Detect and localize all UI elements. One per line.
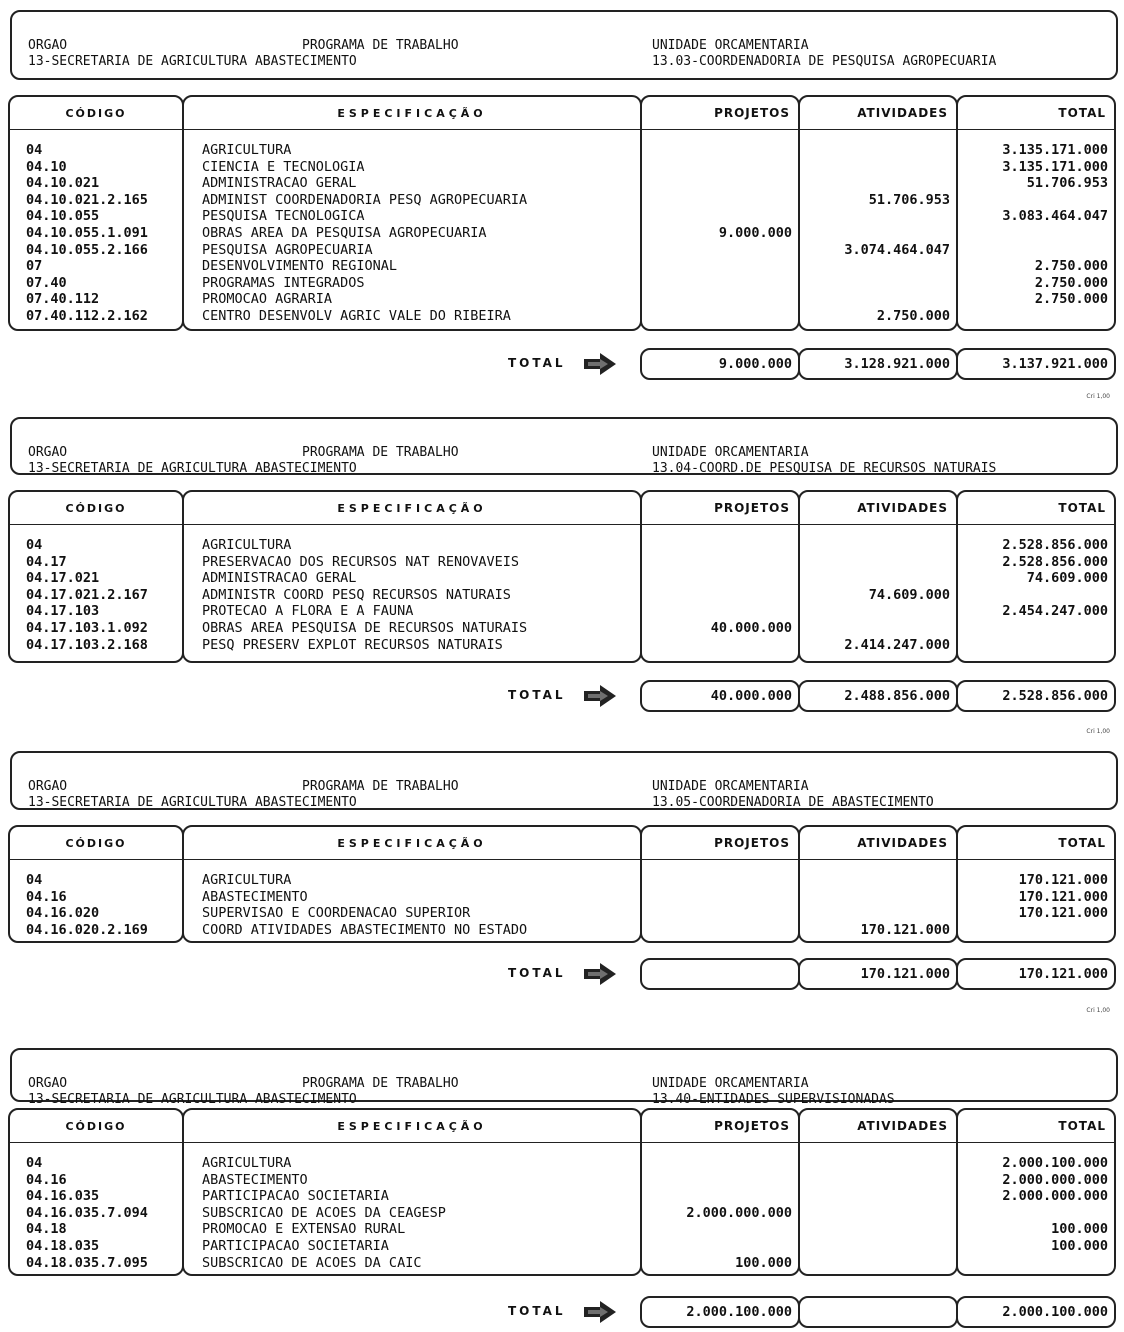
total-total: 170.121.000 bbox=[956, 958, 1116, 990]
table-cell-especificacao: AGRICULTURA bbox=[202, 1155, 292, 1171]
table-cell-codigo: 04 bbox=[26, 872, 43, 888]
total-projetos bbox=[640, 958, 800, 990]
arrow-right-icon bbox=[582, 962, 618, 986]
table-cell-especificacao: AGRICULTURA bbox=[202, 537, 292, 553]
column-especificacao bbox=[182, 490, 642, 663]
table-cell-atividades bbox=[800, 1221, 950, 1238]
table-cell-atividades bbox=[800, 1205, 950, 1222]
unidade-label: UNIDADE ORCAMENTARIA bbox=[652, 1076, 809, 1091]
table-cell-especificacao: SUBSCRICAO DE ACOES DA CAIC bbox=[202, 1254, 422, 1271]
column-header-atividades: ATIVIDADES bbox=[800, 827, 956, 860]
unidade-value: 13.04-COORD.DE PESQUISA DE RECURSOS NATURAIS bbox=[652, 461, 997, 476]
table-cell-atividades: 51.706.953 bbox=[868, 191, 950, 208]
programa-label: PROGRAMA DE TRABALHO bbox=[302, 1076, 459, 1091]
table-cell-especificacao: PESQUISA AGROPECUARIA bbox=[202, 241, 373, 258]
table-cell-especificacao: PROMOCAO E EXTENSAO RURAL bbox=[202, 1221, 406, 1238]
table-cell-codigo: 04 bbox=[26, 142, 43, 158]
table-cell-total: 100.000 bbox=[1051, 1221, 1108, 1238]
table-cell-total: 100.000 bbox=[1051, 1237, 1108, 1254]
column-total bbox=[956, 825, 1116, 943]
table-cell-atividades bbox=[800, 291, 950, 308]
table-cell-total: 51.706.953 bbox=[1026, 175, 1108, 192]
table-cell-total bbox=[958, 192, 1108, 209]
table-cell-codigo: 04.10.021.2.165 bbox=[26, 191, 148, 208]
table-cell-atividades bbox=[800, 275, 950, 292]
table-cell-especificacao: PARTICIPACAO SOCIETARIA bbox=[202, 1188, 389, 1205]
table-cell-especificacao: ADMINISTRACAO GERAL bbox=[202, 570, 357, 587]
column-atividades bbox=[798, 1108, 958, 1276]
budget-table bbox=[8, 95, 1116, 331]
arrow-right-icon bbox=[582, 352, 618, 376]
table-cell-projetos bbox=[642, 192, 792, 209]
unidade-label: UNIDADE ORCAMENTARIA bbox=[652, 779, 809, 794]
column-body-atividades bbox=[800, 1143, 956, 1271]
column-especificacao bbox=[182, 95, 642, 331]
table-cell-especificacao: AGRICULTURA bbox=[202, 142, 292, 158]
table-cell-codigo: 04.16.020 bbox=[26, 905, 100, 922]
table-cell-codigo: 07.40.112.2.162 bbox=[26, 307, 148, 324]
table-cell-atividades: 2.414.247.000 bbox=[844, 636, 950, 653]
table-cell-projetos bbox=[642, 308, 792, 325]
arrow-right-icon bbox=[582, 1300, 618, 1324]
table-cell-atividades bbox=[800, 225, 950, 242]
column-projetos bbox=[640, 825, 800, 943]
column-header-total: TOTAL bbox=[958, 827, 1114, 860]
table-cell-atividades bbox=[800, 1172, 950, 1189]
table-cell-especificacao: CIENCIA E TECNOLOGIA bbox=[202, 158, 365, 175]
total-label: TOTAL bbox=[508, 688, 566, 702]
column-body-codigo bbox=[10, 1143, 182, 1271]
table-cell-atividades bbox=[800, 537, 950, 554]
total-projetos: 40.000.000 bbox=[640, 680, 800, 712]
column-body-total bbox=[958, 860, 1114, 938]
table-cell-codigo: 04.10.055 bbox=[26, 208, 100, 225]
table-cell-atividades bbox=[800, 554, 950, 571]
column-header-projetos: PROJETOS bbox=[642, 492, 798, 525]
table-cell-projetos: 9.000.000 bbox=[718, 224, 792, 241]
unidade-value: 13.03-COORDENADORIA DE PESQUISA AGROPECUARIA bbox=[652, 54, 997, 69]
page-code: Cri 1,00 bbox=[1086, 1007, 1110, 1014]
orgao-label: ORGAO bbox=[28, 38, 68, 53]
total-row bbox=[8, 1296, 1116, 1328]
table-cell-total bbox=[958, 308, 1108, 325]
table-cell-atividades bbox=[800, 872, 950, 889]
table-cell-codigo: 04.18.035.7.095 bbox=[26, 1254, 148, 1271]
table-cell-total bbox=[958, 620, 1108, 637]
table-cell-codigo: 04.16.035.7.094 bbox=[26, 1204, 148, 1221]
total-total: 2.000.100.000 bbox=[956, 1296, 1116, 1328]
budget-table bbox=[8, 490, 1116, 663]
column-body-especificacao bbox=[184, 1143, 640, 1271]
table-cell-total: 3.135.171.000 bbox=[1002, 158, 1108, 175]
table-cell-codigo: 07.40 bbox=[26, 274, 67, 291]
column-header-total: TOTAL bbox=[958, 1110, 1114, 1143]
table-cell-atividades bbox=[800, 1188, 950, 1205]
column-body-total bbox=[958, 130, 1114, 325]
column-header-atividades: ATIVIDADES bbox=[800, 492, 956, 525]
table-cell-atividades bbox=[800, 570, 950, 587]
column-body-atividades bbox=[800, 525, 956, 653]
table-cell-projetos bbox=[642, 1172, 792, 1189]
table-cell-atividades bbox=[800, 620, 950, 637]
table-cell-total: 74.609.000 bbox=[1026, 570, 1108, 587]
table-cell-atividades bbox=[800, 208, 950, 225]
table-cell-projetos bbox=[642, 905, 792, 922]
total-total: 2.528.856.000 bbox=[956, 680, 1116, 712]
total-projetos: 9.000.000 bbox=[640, 348, 800, 380]
table-cell-especificacao: ADMINISTR COORD PESQ RECURSOS NATURAIS bbox=[202, 586, 511, 603]
column-atividades bbox=[798, 825, 958, 943]
table-cell-total: 170.121.000 bbox=[1018, 905, 1108, 922]
column-header-projetos: PROJETOS bbox=[642, 97, 798, 130]
table-cell-codigo: 04.17 bbox=[26, 553, 67, 570]
column-body-codigo bbox=[10, 525, 182, 653]
column-projetos bbox=[640, 490, 800, 663]
table-cell-projetos bbox=[642, 291, 792, 308]
table-cell-codigo: 04.16.035 bbox=[26, 1188, 100, 1205]
column-header-codigo: CÓDIGO bbox=[10, 827, 182, 860]
table-cell-especificacao: OBRAS AREA DA PESQUISA AGROPECUARIA bbox=[202, 224, 487, 241]
column-total bbox=[956, 95, 1116, 331]
column-header-codigo: CÓDIGO bbox=[10, 492, 182, 525]
table-cell-atividades bbox=[800, 258, 950, 275]
table-cell-codigo: 04.16 bbox=[26, 888, 67, 905]
table-cell-atividades bbox=[800, 889, 950, 906]
table-cell-projetos bbox=[642, 275, 792, 292]
column-atividades bbox=[798, 490, 958, 663]
table-cell-especificacao: PROGRAMAS INTEGRADOS bbox=[202, 274, 365, 291]
table-cell-projetos bbox=[642, 554, 792, 571]
column-header-especificacao: ESPECIFICAÇÃO bbox=[184, 492, 640, 525]
column-header-projetos: PROJETOS bbox=[642, 827, 798, 860]
column-body-total bbox=[958, 525, 1114, 653]
orgao-label: ORGAO bbox=[28, 445, 68, 460]
column-body-especificacao bbox=[184, 130, 640, 325]
unidade-value: 13.40-ENTIDADES SUPERVISIONADAS bbox=[652, 1092, 895, 1107]
table-cell-projetos bbox=[642, 175, 792, 192]
column-header-atividades: ATIVIDADES bbox=[800, 1110, 956, 1143]
table-cell-codigo: 07 bbox=[26, 258, 43, 275]
table-cell-atividades bbox=[800, 142, 950, 159]
table-cell-projetos bbox=[642, 142, 792, 159]
column-header-codigo: CÓDIGO bbox=[10, 1110, 182, 1143]
total-row bbox=[8, 680, 1116, 712]
column-projetos bbox=[640, 1108, 800, 1276]
table-cell-codigo: 04.10.021 bbox=[26, 175, 100, 192]
orgao-value: 13-SECRETARIA DE AGRICULTURA ABASTECIMENTO bbox=[28, 795, 357, 810]
table-cell-codigo: 04.10.055.2.166 bbox=[26, 241, 148, 258]
column-header-total: TOTAL bbox=[958, 492, 1114, 525]
table-cell-codigo: 04.17.103.2.168 bbox=[26, 636, 148, 653]
table-cell-atividades bbox=[800, 159, 950, 176]
table-cell-codigo: 04 bbox=[26, 537, 43, 553]
column-body-especificacao bbox=[184, 525, 640, 653]
column-body-atividades bbox=[800, 860, 956, 938]
table-cell-total: 2.454.247.000 bbox=[1002, 603, 1108, 620]
column-body-especificacao bbox=[184, 860, 640, 938]
table-cell-total: 170.121.000 bbox=[1018, 888, 1108, 905]
table-cell-projetos bbox=[642, 1221, 792, 1238]
table-cell-total: 170.121.000 bbox=[1018, 872, 1108, 888]
column-especificacao bbox=[182, 825, 642, 943]
table-cell-atividades: 170.121.000 bbox=[860, 921, 950, 938]
total-atividades: 170.121.000 bbox=[798, 958, 958, 990]
table-cell-projetos bbox=[642, 603, 792, 620]
table-cell-codigo: 04.18 bbox=[26, 1221, 67, 1238]
table-cell-projetos: 40.000.000 bbox=[710, 619, 792, 636]
table-cell-projetos bbox=[642, 537, 792, 554]
table-cell-codigo: 04.17.103.1.092 bbox=[26, 619, 148, 636]
table-cell-total bbox=[958, 637, 1108, 654]
section-header bbox=[10, 417, 1118, 475]
total-label: TOTAL bbox=[508, 1304, 566, 1318]
table-cell-atividades bbox=[800, 905, 950, 922]
table-cell-codigo: 04.10 bbox=[26, 158, 67, 175]
unidade-label: UNIDADE ORCAMENTARIA bbox=[652, 38, 809, 53]
table-cell-codigo: 04.16 bbox=[26, 1171, 67, 1188]
table-cell-total: 2.750.000 bbox=[1034, 258, 1108, 275]
table-cell-codigo: 04.10.055.1.091 bbox=[26, 224, 148, 241]
column-body-projetos bbox=[642, 130, 798, 325]
table-cell-especificacao: CENTRO DESENVOLV AGRIC VALE DO RIBEIRA bbox=[202, 307, 511, 324]
total-atividades: 3.128.921.000 bbox=[798, 348, 958, 380]
page-code: Cri 1,00 bbox=[1086, 393, 1110, 400]
table-cell-especificacao: ADMINISTRACAO GERAL bbox=[202, 175, 357, 192]
section-header bbox=[10, 1048, 1118, 1107]
table-cell-especificacao: PROTECAO A FLORA E A FAUNA bbox=[202, 603, 414, 620]
table-cell-especificacao: AGRICULTURA bbox=[202, 872, 292, 888]
table-cell-codigo: 04 bbox=[26, 1155, 43, 1171]
total-label: TOTAL bbox=[508, 356, 566, 370]
table-cell-projetos bbox=[642, 570, 792, 587]
table-cell-atividades: 3.074.464.047 bbox=[844, 241, 950, 258]
column-body-projetos bbox=[642, 1143, 798, 1271]
table-cell-atividades bbox=[800, 603, 950, 620]
column-atividades bbox=[798, 95, 958, 331]
orgao-value: 13-SECRETARIA DE AGRICULTURA ABASTECIMENTO bbox=[28, 461, 357, 476]
table-cell-projetos: 100.000 bbox=[735, 1254, 792, 1271]
section-header bbox=[10, 751, 1118, 810]
table-cell-total bbox=[958, 587, 1108, 604]
total-atividades: 2.488.856.000 bbox=[798, 680, 958, 712]
table-cell-especificacao: PROMOCAO AGRARIA bbox=[202, 291, 333, 308]
total-row bbox=[8, 348, 1116, 380]
table-cell-especificacao: PRESERVACAO DOS RECURSOS NAT RENOVAVEIS bbox=[202, 553, 519, 570]
total-row bbox=[8, 958, 1116, 990]
table-cell-especificacao: COORD ATIVIDADES ABASTECIMENTO NO ESTADO bbox=[202, 921, 528, 938]
programa-label: PROGRAMA DE TRABALHO bbox=[302, 779, 459, 794]
column-header-especificacao: ESPECIFICAÇÃO bbox=[184, 827, 640, 860]
column-total bbox=[956, 1108, 1116, 1276]
arrow-right-icon bbox=[582, 684, 618, 708]
column-especificacao bbox=[182, 1108, 642, 1276]
table-cell-projetos bbox=[642, 637, 792, 654]
table-cell-projetos: 2.000.000.000 bbox=[686, 1204, 792, 1221]
table-cell-total: 2.750.000 bbox=[1034, 274, 1108, 291]
table-cell-projetos bbox=[642, 159, 792, 176]
column-body-codigo bbox=[10, 860, 182, 938]
budget-table bbox=[8, 1108, 1116, 1276]
table-cell-projetos bbox=[642, 208, 792, 225]
column-header-atividades: ATIVIDADES bbox=[800, 97, 956, 130]
table-cell-projetos bbox=[642, 1188, 792, 1205]
orgao-label: ORGAO bbox=[28, 779, 68, 794]
page-code: Cri 1,00 bbox=[1086, 728, 1110, 735]
table-cell-projetos bbox=[642, 242, 792, 259]
table-cell-projetos bbox=[642, 1155, 792, 1172]
table-cell-projetos bbox=[642, 1238, 792, 1255]
table-cell-codigo: 04.17.021.2.167 bbox=[26, 586, 148, 603]
table-cell-codigo: 04.17.103 bbox=[26, 603, 100, 620]
budget-table bbox=[8, 825, 1116, 943]
table-cell-atividades bbox=[800, 1255, 950, 1272]
table-cell-total bbox=[958, 1205, 1108, 1222]
section-header bbox=[10, 10, 1118, 80]
table-cell-total bbox=[958, 1255, 1108, 1272]
table-cell-projetos bbox=[642, 922, 792, 939]
table-cell-especificacao: ADMINIST COORDENADORIA PESQ AGROPECUARIA bbox=[202, 191, 528, 208]
column-header-especificacao: ESPECIFICAÇÃO bbox=[184, 97, 640, 130]
table-cell-especificacao: PESQ PRESERV EXPLOT RECURSOS NATURAIS bbox=[202, 636, 503, 653]
table-cell-total bbox=[958, 922, 1108, 939]
table-cell-codigo: 04.16.020.2.169 bbox=[26, 921, 148, 938]
column-codigo bbox=[8, 95, 184, 331]
orgao-value: 13-SECRETARIA DE AGRICULTURA ABASTECIMENTO bbox=[28, 54, 357, 69]
table-cell-especificacao: ABASTECIMENTO bbox=[202, 888, 308, 905]
table-cell-especificacao: SUBSCRICAO DE ACOES DA CEAGESP bbox=[202, 1204, 446, 1221]
table-cell-total: 3.135.171.000 bbox=[1002, 142, 1108, 158]
table-cell-projetos bbox=[642, 587, 792, 604]
total-projetos: 2.000.100.000 bbox=[640, 1296, 800, 1328]
orgao-value: 13-SECRETARIA DE AGRICULTURA ABASTECIMENTO bbox=[28, 1092, 357, 1107]
column-projetos bbox=[640, 95, 800, 331]
table-cell-total: 2.000.000.000 bbox=[1002, 1171, 1108, 1188]
table-cell-projetos bbox=[642, 258, 792, 275]
column-body-projetos bbox=[642, 525, 798, 653]
table-cell-atividades bbox=[800, 175, 950, 192]
table-cell-total bbox=[958, 242, 1108, 259]
table-cell-especificacao: DESENVOLVIMENTO REGIONAL bbox=[202, 258, 398, 275]
table-cell-especificacao: PESQUISA TECNOLOGICA bbox=[202, 208, 365, 225]
table-cell-codigo: 04.18.035 bbox=[26, 1237, 100, 1254]
table-cell-total: 2.000.000.000 bbox=[1002, 1188, 1108, 1205]
column-header-total: TOTAL bbox=[958, 97, 1114, 130]
unidade-value: 13.05-COORDENADORIA DE ABASTECIMENTO bbox=[652, 795, 934, 810]
programa-label: PROGRAMA DE TRABALHO bbox=[302, 445, 459, 460]
table-cell-especificacao: ABASTECIMENTO bbox=[202, 1171, 308, 1188]
column-body-codigo bbox=[10, 130, 182, 325]
table-cell-especificacao: PARTICIPACAO SOCIETARIA bbox=[202, 1237, 389, 1254]
column-codigo bbox=[8, 490, 184, 663]
column-total bbox=[956, 490, 1116, 663]
table-cell-total: 3.083.464.047 bbox=[1002, 208, 1108, 225]
table-cell-atividades: 2.750.000 bbox=[876, 307, 950, 324]
table-cell-projetos bbox=[642, 889, 792, 906]
programa-label: PROGRAMA DE TRABALHO bbox=[302, 38, 459, 53]
table-cell-codigo: 07.40.112 bbox=[26, 291, 100, 308]
table-cell-projetos bbox=[642, 872, 792, 889]
table-cell-total: 2.750.000 bbox=[1034, 291, 1108, 308]
total-total: 3.137.921.000 bbox=[956, 348, 1116, 380]
total-atividades bbox=[798, 1296, 958, 1328]
unidade-label: UNIDADE ORCAMENTARIA bbox=[652, 445, 809, 460]
table-cell-atividades bbox=[800, 1155, 950, 1172]
table-cell-especificacao: OBRAS AREA PESQUISA DE RECURSOS NATURAIS bbox=[202, 619, 528, 636]
table-cell-total: 2.528.856.000 bbox=[1002, 553, 1108, 570]
table-cell-total: 2.528.856.000 bbox=[1002, 537, 1108, 553]
column-body-total bbox=[958, 1143, 1114, 1271]
column-codigo bbox=[8, 825, 184, 943]
table-cell-codigo: 04.17.021 bbox=[26, 570, 100, 587]
table-cell-total: 2.000.100.000 bbox=[1002, 1155, 1108, 1171]
column-header-especificacao: ESPECIFICAÇÃO bbox=[184, 1110, 640, 1143]
column-body-projetos bbox=[642, 860, 798, 938]
table-cell-especificacao: SUPERVISAO E COORDENACAO SUPERIOR bbox=[202, 905, 471, 922]
orgao-label: ORGAO bbox=[28, 1076, 68, 1091]
table-cell-atividades: 74.609.000 bbox=[868, 586, 950, 603]
column-header-projetos: PROJETOS bbox=[642, 1110, 798, 1143]
column-codigo bbox=[8, 1108, 184, 1276]
total-label: TOTAL bbox=[508, 966, 566, 980]
column-header-codigo: CÓDIGO bbox=[10, 97, 182, 130]
column-body-atividades bbox=[800, 130, 956, 325]
table-cell-atividades bbox=[800, 1238, 950, 1255]
table-cell-total bbox=[958, 225, 1108, 242]
